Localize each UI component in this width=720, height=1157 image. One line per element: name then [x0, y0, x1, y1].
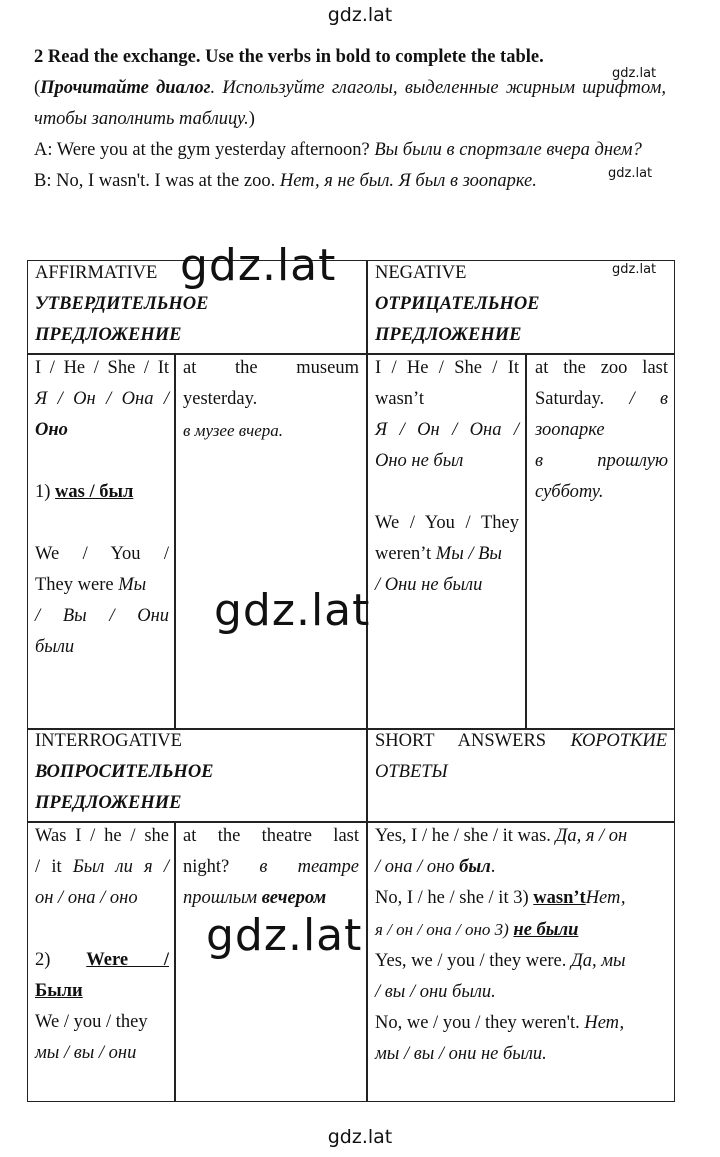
- interrogative-header: INTERROGATIVE ВОПРОСИТЕЛЬНОЕ ПРЕДЛОЖЕНИЕ: [35, 731, 214, 813]
- watermark-large: gdz.lat: [214, 585, 371, 636]
- negative-example: at the zoo last Saturday. / в зоопарке в прошлую субботу.: [535, 358, 669, 502]
- negative-header: NEGATIVE ОТРИЦАТЕЛЬНОЕ ПРЕДЛОЖЕНИЕ: [375, 263, 540, 345]
- affirmative-subjects: I / He / She / It Я / Он / Она / Оно 1) was / был We / You / They were Мы / Вы / Они были: [35, 358, 169, 657]
- answer-1: 1) was / был: [35, 482, 134, 502]
- watermark-bottom: gdz.lat: [327, 1126, 393, 1148]
- watermark-small: gdz.lat: [612, 66, 657, 81]
- watermark-top: gdz.lat: [327, 4, 393, 26]
- grammar-table: [27, 260, 675, 1102]
- answer-3: No, I / he / she / it 3) wasn’tНет,: [375, 888, 626, 908]
- short-answers: Yes, I / he / she / it was. Да, я / он / она / оно был. No, I / he / she / it 3) wasn’tНет, я / он / она / оно 3) не были Yes, we / you / they were. Да, мы / вы / они были. No, we / you / they weren't. Нет, мы / вы / они не были.: [375, 821, 667, 1070]
- watermark-large: gdz.lat: [206, 910, 363, 961]
- interrogative-example: at the theatre last night? в театре прошлым вечером: [183, 826, 359, 908]
- watermark-small: gdz.lat: [608, 166, 653, 181]
- short-answers-header: SHORT ANSWERS КОРОТКИЕ ОТВЕТЫ: [375, 731, 667, 782]
- interrogative-subjects: Was I / he / she / it Был ли я / он / она / оно 2) Were / Были We / you / they мы / вы / они: [35, 826, 169, 1063]
- exercise-intro: [34, 42, 666, 197]
- watermark-large: gdz.lat: [180, 240, 337, 291]
- task-line: 2 Read the exchange. Use the verbs in bold to complete the table.: [34, 47, 544, 67]
- affirmative-header: AFFIRMATIVE УТВЕРДИТЕЛЬНОЕ ПРЕДЛОЖЕНИЕ: [35, 263, 209, 345]
- answer-2: 2) Were /: [35, 950, 169, 970]
- negative-subjects: I / He / She / It wasn’t Я / Он / Она / Оно не был We / You / They weren’t Мы / Вы / Они не были: [375, 358, 519, 595]
- dialogue-line-a: A: Were you at the gym yesterday afternoon? Вы были в спортзале вчера днем?: [34, 140, 642, 160]
- dialogue-line-b: B: No, I wasn't. I was at the zoo. Нет, я не был. Я был в зоопарке.: [34, 171, 537, 191]
- task-translation: (Прочитайте диалог. Используйте глаголы, выделенные жирным шрифтом, чтобы заполнить таблицу.): [34, 78, 666, 129]
- affirmative-example: at the museum yesterday. в музее вчера.: [183, 358, 359, 440]
- watermark-small: gdz.lat: [612, 262, 657, 277]
